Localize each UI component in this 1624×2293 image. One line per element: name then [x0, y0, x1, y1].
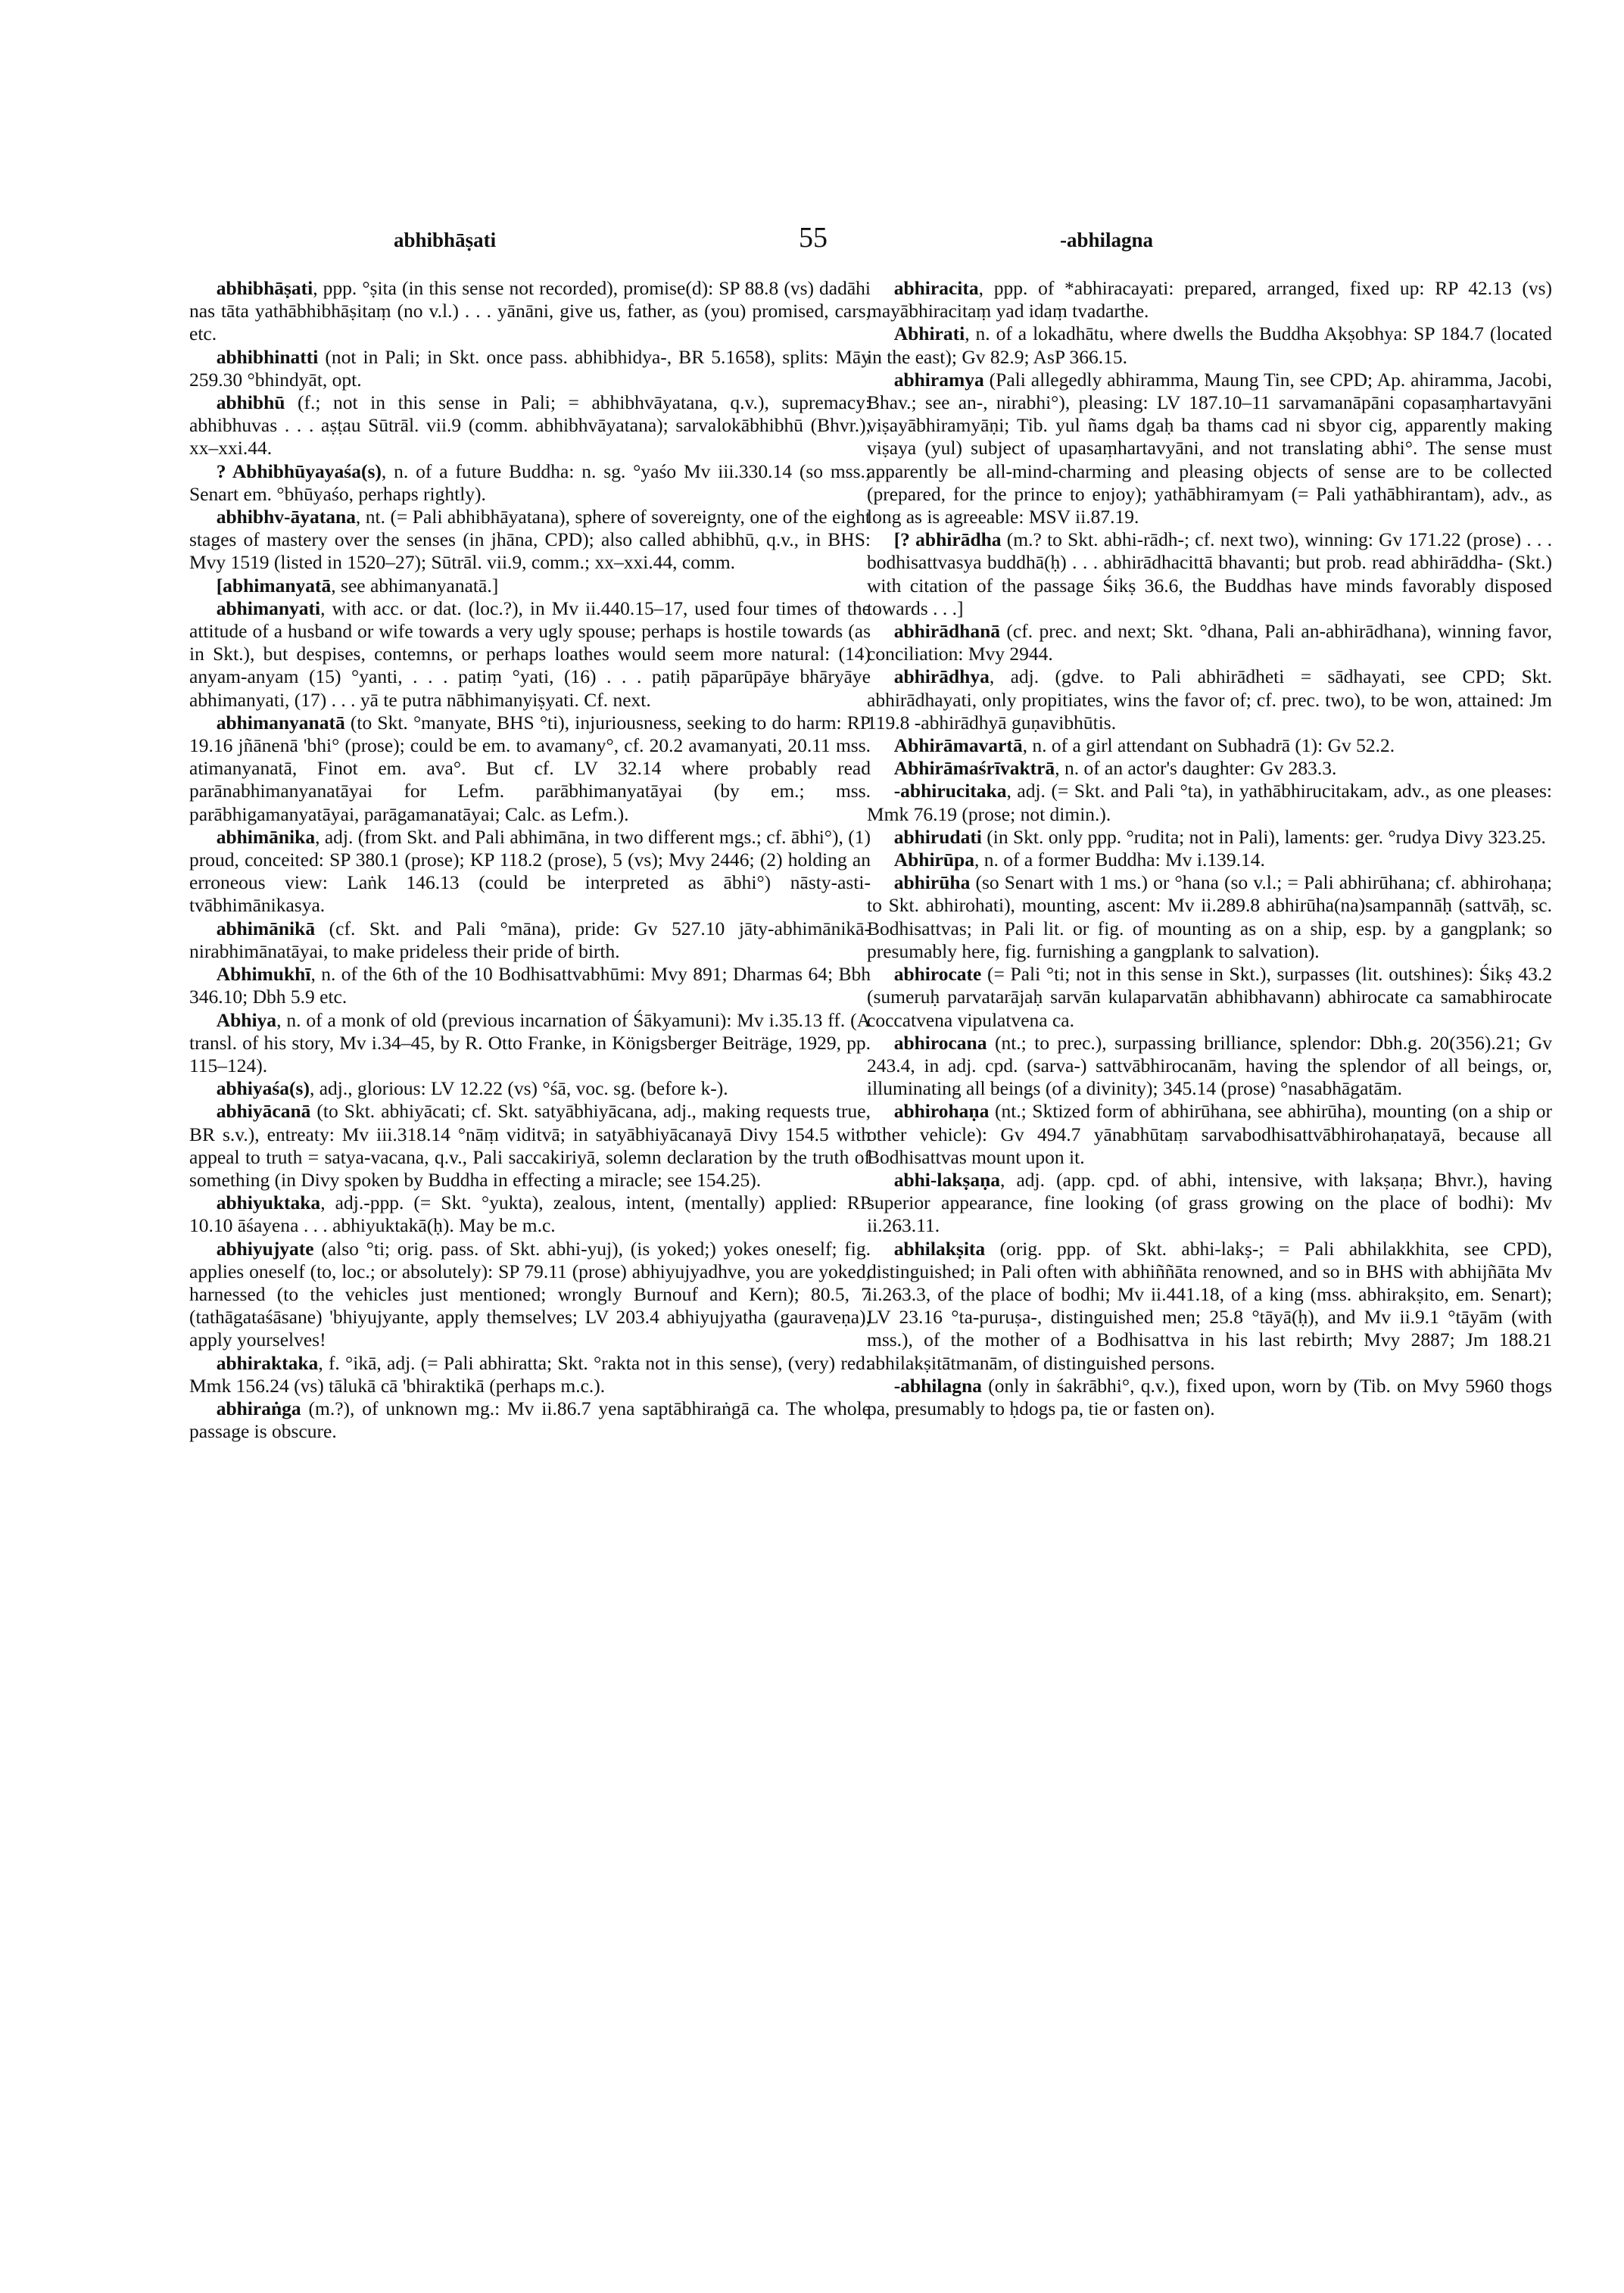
entry-body: (cf. prec. and next; Skt. °dhana, Pali an-abhirādhana), winning favor, conciliation: Mvy 2944. [867, 620, 1552, 665]
headword: Abhirūpa [893, 849, 974, 871]
dictionary-entry [189, 346, 871, 391]
entry-body: (Pali allegedly abhiramma, Maung Tin, see CPD; Ap. ahiramma, Jacobi, Bhav.; see an-, nirabhi°), pleasing: LV 187.10–11 sarvamanāpāni copasaṃhartavyāni viṣayābhiramyāṇi; Tib. yul ñams dgaḥ ba thams cad ni sbyor cig, apparently making viṣaya (yul) subject of upasaṃhartavyāni, and not translating abhi°. The sense must apparently be all-mind-charming and pleasing objects of sense are to be collected (prepared, for the prince to enjoy); yathābhiramyam (= Pali yathābhirantam), adv., as long as is agreeable: MSV ii.87.19. [867, 368, 1552, 528]
headword: abhiyācanā [216, 1100, 311, 1123]
headword: abhirudati [893, 825, 982, 848]
dictionary-entry [189, 918, 871, 963]
headword: Abhiya [216, 1008, 277, 1031]
dictionary-entry [189, 1238, 871, 1352]
entry-body: , n. of a future Buddha: n. sg. °yaśo Mv iii.330.14 (so mss.; Senart em. °bhūyaśo, perhaps rightly). [189, 460, 871, 505]
headword: abhimānikā [216, 917, 316, 939]
entry-body: (not in Pali; in Skt. once pass. abhibhidya-, BR 5.1658), splits: Māy 259.30 °bhindyāt, opt. [189, 345, 871, 391]
dictionary-entry [867, 322, 1552, 368]
headword: Abhirāmaśrīvaktrā [893, 757, 1055, 780]
dictionary-entry [867, 277, 1552, 322]
entry-body: (in Skt. only ppp. °rudita; not in Pali), laments: ger. °rudya Divy 323.25. [981, 825, 1546, 848]
entry-body: , adj. (= Skt. and Pali °ta), in yathābhirucitakam, adv., as one pleases: Mmk 76.19 (prose; not dimin.). [867, 780, 1552, 825]
right-column [867, 277, 1552, 1420]
headword: abhiyuktaka [216, 1192, 321, 1214]
headword: abhiyujyate [216, 1237, 314, 1260]
dictionary-entry [867, 528, 1552, 620]
entry-body: , adj., glorious: LV 12.22 (vs) °śā, voc. sg. (before k-). [309, 1077, 728, 1100]
headword: abhiraṅga [216, 1397, 301, 1419]
dictionary-entry [867, 871, 1552, 963]
entry-body: (m.? to Skt. abhi-rādh-; cf. next two), winning: Gv 171.22 (prose) . . . bodhisattvasya buddhā(ḥ) . . . abhirādhacittā bhavanti; but prob. read abhirāddha- (Skt.) with citation of the passage Śikṣ 36.6, the Buddhas have minds favorably disposed towards . . .] [867, 528, 1552, 619]
running-head [0, 221, 1624, 259]
headword: Abhimukhī [216, 963, 311, 986]
headword: [? abhirādha [893, 528, 1002, 551]
headword: abhirohaṇa [893, 1100, 990, 1123]
left-column [189, 277, 871, 1443]
entry-body: (m.?), of unknown mg.: Mv ii.86.7 yena saptābhiraṅgā ca. The whole passage is obscure. [189, 1397, 871, 1443]
headword: ? Abhibhūyayaśa(s) [216, 460, 382, 482]
headword: [abhimanyatā [216, 574, 332, 597]
entry-body: (cf. Skt. and Pali °māna), pride: Gv 527.10 jāty-abhimānikā-nirabhimānatāyai, to make prideless their pride of birth. [189, 917, 871, 962]
dictionary-entry [189, 712, 871, 826]
entry-body: , f. °ikā, adj. (= Pali abhiratta; Skt. °rakta not in this sense), (very) red: Mmk 156.24 (vs) tālukā cā 'bhiraktikā (perhaps m.c.). [189, 1351, 871, 1397]
entry-body: , see abhimanyanatā.] [331, 574, 499, 597]
headword: abhimanyanatā [216, 711, 345, 734]
headword: abhibhāṣati [216, 277, 313, 299]
dictionary-entry [189, 277, 871, 346]
entry-body: , adj. (from Skt. and Pali abhimāna, in two different mgs.; cf. ābhi°), (1) proud, conceited: SP 380.1 (prose); KP 118.2 (prose), 5 (vs); Mvy 2446; (2) holding an erroneous view: Laṅk 146.13 (could be interpreted as ābhi°) nāsty-asti-tvābhimānikasya. [189, 825, 871, 917]
dictionary-entry [189, 1192, 871, 1237]
entry-body: (only in śakrābhi°, q.v.), fixed upon, worn by (Tib. on Mvy 5960 thogs pa, presumably to ḥdogs pa, tie or fasten on). [867, 1374, 1552, 1419]
headword: abhiyaśa(s) [216, 1077, 310, 1100]
headword: abhimānika [216, 825, 316, 848]
headword: abhi-lakṣaṇa [893, 1168, 1000, 1191]
headword: Abhirati [893, 322, 965, 345]
headword: abhirādhanā [893, 620, 1000, 643]
dictionary-entry [867, 780, 1552, 825]
headword: abhiracita [893, 277, 979, 299]
dictionary-entry [189, 1100, 871, 1192]
dictionary-entry [867, 369, 1552, 528]
left-guide-word: abhibhāṣati [394, 229, 497, 251]
dictionary-entry [867, 1032, 1552, 1101]
dictionary-entry [867, 734, 1552, 757]
page-number: 55 [799, 222, 828, 254]
entry-body: (f.; not in this sense in Pali; = abhibhvāyatana, q.v.), supremacy: abhibhuvas . . . aṣṭau Sūtrāl. vii.9 (comm. abhibhvāyatana); sarvalokābhibhū (Bhvr.), xx–xxi.44. [189, 391, 871, 460]
entry-body: , ppp. °ṣita (in this sense not recorded), promise(d): SP 88.8 (vs) dadāhi nas tāta yathābhibhāṣitaṃ (no v.l.) . . . yānāni, give us, father, as (you) promised, cars, etc. [189, 277, 871, 345]
entry-body: (nt.; Sktized form of abhirūhana, see abhirūha), mounting (on a ship or other vehicle): Gv 494.7 yānabhūtaṃ sarvabodhisattvābhirohaṇatayā, because all Bodhisattvas mount upon it. [867, 1100, 1552, 1168]
entry-body: (= Pali °ti; not in this sense in Skt.), surpasses (lit. outshines): Śikṣ 43.2 (sumeruḥ parvatarājaḥ sarvān kulaparvatān abhibhavann) abhirocate ca samabhirocate coccatvena vipulatvena ca. [867, 963, 1552, 1031]
headword: abhibhv-āyatana [216, 506, 356, 528]
dictionary-entry [189, 1009, 871, 1078]
headword: abhiraktaka [216, 1351, 319, 1374]
entry-body: (nt.; to prec.), surpassing brilliance, splendor: Dbh.g. 20(356).21; Gv 243.4, in adj. cpd. (sarva-) sattvābhirocanām, having the splendor of all beings, or, illuminating all beings (of a divinity); 345.14 (prose) °nasabhāgatām. [867, 1031, 1552, 1100]
entry-body: , adj. (gdve. to Pali abhirādheti = sādhayati, see CPD; Skt. abhirādhayati, only propitiates, wins the favor of; cf. prec. two), to be won, attained: Jm 119.8 -abhirādhyā guṇavibhūtis. [867, 665, 1552, 734]
dictionary-entry [867, 826, 1552, 849]
dictionary-entry [867, 757, 1552, 780]
entry-body: (to Skt. abhiyācati; cf. Skt. satyābhiyācana, adj., making requests true, BR s.v.), entreaty: Mv iii.318.14 °nāṃ viditvā; in satyābhiyācanayā Divy 154.5 with appeal to truth = satya-vacana, q.v., Pali saccakiriyā, solemn declaration by the truth of something (in Divy spoken by Buddha in effecting a miracle; see 154.25). [189, 1100, 871, 1191]
dictionary-entry [189, 963, 871, 1008]
dictionary-entry [189, 391, 871, 460]
dictionary-entry [867, 849, 1552, 871]
headword: abhilakṣita [893, 1237, 986, 1260]
dictionary-entry [189, 1397, 871, 1443]
headword: abhirādhya [893, 665, 990, 688]
headword: abhirūha [893, 871, 971, 894]
headword: abhiramya [893, 368, 984, 391]
headword: Abhirāmavartā [893, 734, 1023, 757]
entry-body: , ppp. of *abhiracayati: prepared, arranged, fixed up: RP 42.13 (vs) mayābhiracitaṃ yad idaṃ tvadarthe. [867, 277, 1552, 322]
headword: abhimanyati [216, 597, 321, 619]
entry-body: (also °ti; orig. pass. of Skt. abhi-yuj), (is yoked;) yokes oneself; fig. applies oneself (to, loc.; or absolutely): SP 79.11 (prose) abhiyujyadhve, you are yoked, harnessed (to the vehicles just mentioned; wrongly Burnouf and Kern); 80.5, 7 (tathāgataśāsane) 'bhiyujyante, apply themselves; LV 203.4 abhiyujyatha (gauraveṇa), apply yourselves! [189, 1237, 871, 1351]
dictionary-entry [189, 1077, 871, 1100]
dictionary-entry [189, 575, 871, 597]
dictionary-entry [867, 1238, 1552, 1375]
entry-body: , n. of a girl attendant on Subhadrā (1): Gv 52.2. [1022, 734, 1395, 757]
entry-body: , n. of a former Buddha: Mv i.139.14. [974, 849, 1265, 871]
entry-body: , nt. (= Pali abhibhāyatana), sphere of sovereignty, one of the eight stages of mastery over the senses (in jhāna, CPD); also called abhibhū, q.v., in BHS: Mvy 1519 (listed in 1520–27); Sūtrāl. vii.9, comm.; xx–xxi.44, comm. [189, 506, 871, 574]
entry-body: , adj.-ppp. (= Skt. °yukta), zealous, intent, (mentally) applied: RP 10.10 āśayena . . . abhiyuktakā(ḥ). May be m.c. [189, 1192, 871, 1237]
dictionary-entry [867, 620, 1552, 665]
headword: abhirocana [893, 1031, 987, 1054]
dictionary-entry [867, 963, 1552, 1032]
entry-body: , with acc. or dat. (loc.?), in Mv ii.440.15–17, used four times of the attitude of a husband or wife towards a very ugly spouse; perhaps is hostile towards (as in Skt.), but despises, contemns, or perhaps loathes would seem more natural: (14) anyam-anyam (15) °yanti, . . . patiṃ °yati, (16) . . . patiḥ pāparūpāye bhāryāye abhimanyati, (17) . . . yā te putra nābhimanyiṣyati. Cf. next. [189, 597, 871, 711]
entry-body: , n. of a monk of old (previous incarnation of Śākyamuni): Mv i.35.13 ff. (A transl. of his story, Mv i.34–45, by R. Otto Franke, in Königsberger Beiträge, 1929, pp. 115–124). [189, 1008, 871, 1076]
entry-body: (to Skt. °manyate, BHS °ti), injuriousness, seeking to do harm: RP 19.16 jñānenā 'bhi° (prose); could be em. to avamany°, cf. 20.2 avamanyati, 20.11 mss. atimanyanatā, Finot em. ava°. But cf. LV 32.14 where probably read parānabhimanyanatāyai for Lefm. parābhimanyatāyai (by em.; mss. parābhigamanyatāyai, parāgamanatāyai; Calc. as Lefm.). [189, 711, 871, 825]
headword: -abhirucitaka [893, 780, 1007, 802]
dictionary-entry [867, 1375, 1552, 1420]
headword: abhibhū [216, 391, 285, 414]
entry-body: (orig. ppp. of Skt. abhi-lakṣ-; = Pali abhilakkhita, see CPD), distinguished; in Pali often with abhiññāta renowned, and so in BHS with abhijñāta Mv ii.263.3, of the place of bodhi; Mv ii.441.18, of a king (mss. abhirakṣito, em. Senart); LV 23.16 °ta-puruṣa-, distinguished men; 25.8 °tāyā(ḥ), and Mv ii.9.1 °tāyām (with mss.), of the mother of a Bodhisattva in his last rebirth; Mvy 2887; Jm 188.21 abhilakṣitātmanām, of distinguished persons. [867, 1237, 1552, 1374]
dictionary-entry [867, 665, 1552, 734]
entry-body: , adj. (app. cpd. of abhi, intensive, with lakṣaṇa; Bhvr.), having superior appearance, fine looking (of grass growing on the place of bodhi): Mv ii.263.11. [867, 1168, 1552, 1237]
dictionary-entry [189, 1352, 871, 1397]
entry-body: (so Senart with 1 ms.) or °hana (so v.l.; = Pali abhirūhana; cf. abhirohaṇa; to Skt. abhirohati), mounting, ascent: Mv ii.289.8 abhirūha(na)sampannāḥ (sattvāḥ, sc. Bodhisattvas; in Pali lit. or fig. of mounting as on a ship, esp. by a gangplank; so presumably here, fig. furnishing a gangplank to salvation). [867, 871, 1552, 962]
dictionary-entry [867, 1169, 1552, 1238]
dictionary-entry [189, 460, 871, 506]
right-guide-word: -abhilagna [1060, 229, 1154, 251]
headword: abhibhinatti [216, 345, 319, 368]
dictionary-entry [867, 1100, 1552, 1169]
entry-body: , n. of the 6th of the 10 Bodhisattvabhūmi: Mvy 891; Dharmas 64; Bbh 346.10; Dbh 5.9 etc. [189, 963, 871, 1008]
headword: abhirocate [893, 963, 982, 986]
headword: -abhilagna [893, 1374, 982, 1397]
entry-body: , n. of a lokadhātu, where dwells the Buddha Akṣobhya: SP 184.7 (located in the east); Gv 82.9; AsP 366.15. [867, 322, 1552, 368]
dictionary-entry [189, 506, 871, 575]
entry-body: , n. of an actor's daughter: Gv 283.3. [1055, 757, 1337, 780]
dictionary-entry [189, 826, 871, 918]
dictionary-entry [189, 597, 871, 712]
